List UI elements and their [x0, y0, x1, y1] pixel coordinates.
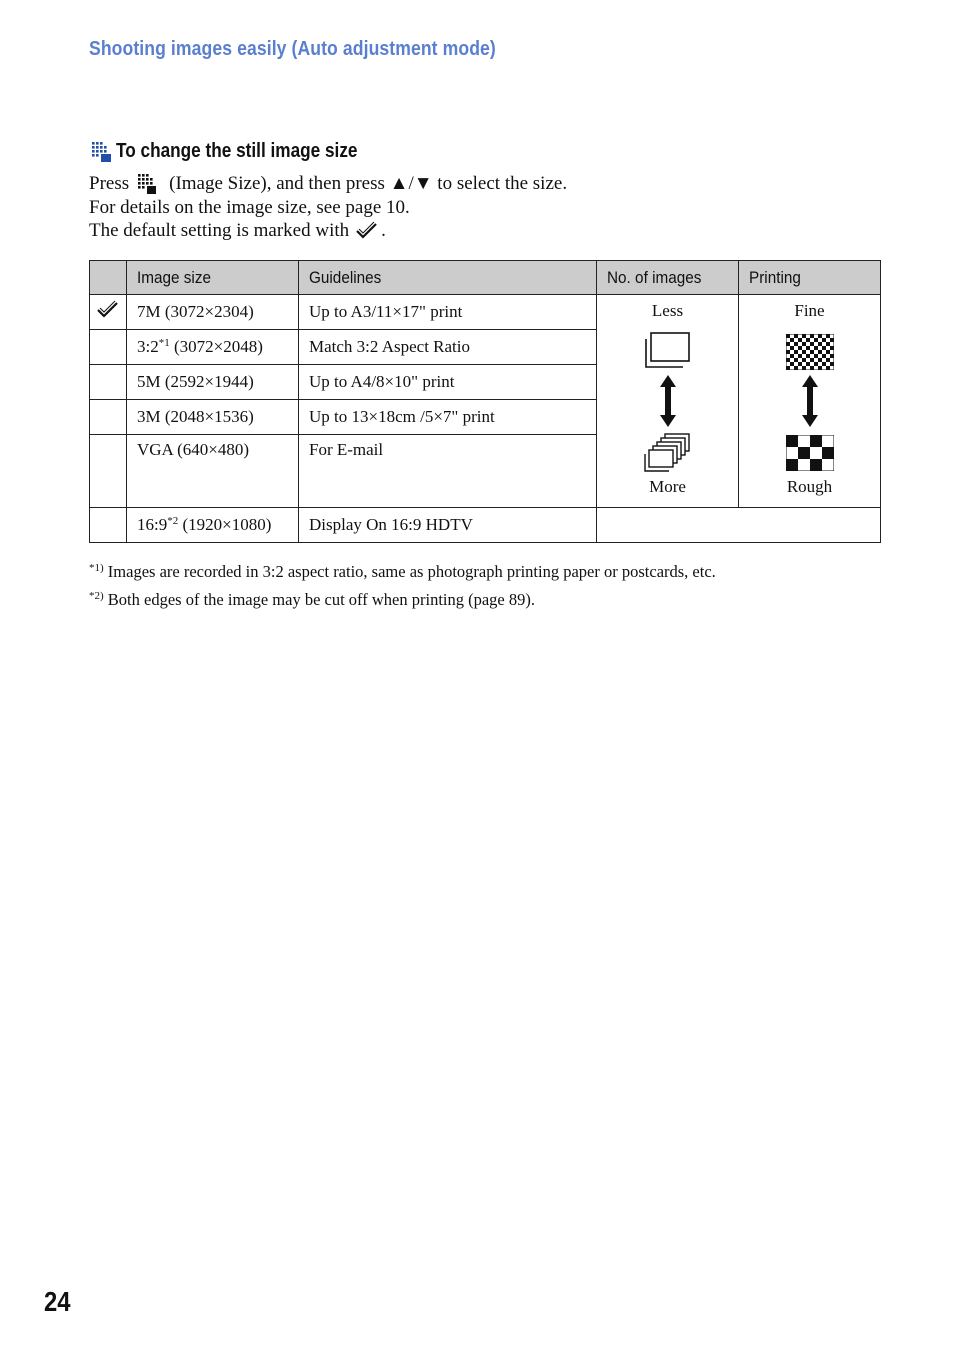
page-number: 24: [44, 1286, 71, 1317]
default-cell: [90, 400, 127, 435]
header-default: [90, 261, 127, 295]
multiple-images-icon: [643, 433, 693, 473]
instruction-line-2: For details on the image size, see page 10.: [89, 196, 410, 218]
single-image-icon: [643, 331, 693, 371]
scale-label-fine: Fine: [794, 301, 825, 320]
size-cell: 3M (2048×1536): [127, 400, 299, 435]
size-cell: 3:2$^{*1}$ (3072×2048): [127, 330, 299, 365]
instruction-line-1: [89, 172, 567, 196]
guideline-cell: Up to A4/8×10" print: [299, 365, 597, 400]
header-no-of-images: No. of images: [597, 261, 739, 295]
default-cell: [90, 365, 127, 400]
footnotes: [89, 556, 716, 612]
size-cell: 16:9$^{*2}$ (1920×1080): [127, 508, 299, 543]
footnote-1: $^{*1)}$ Images are recorded in 3:2 aspect ratio, same as photograph printing paper or postcards, etc.: [89, 562, 716, 581]
table-header-row: [90, 261, 881, 295]
scale-label-rough: Rough: [786, 477, 833, 496]
instruction-line-3: [89, 219, 567, 243]
image-size-icon: [135, 173, 165, 195]
scale-label-less: Less: [651, 301, 684, 320]
guideline-cell: Up to 13×18cm /5×7" print: [299, 400, 597, 435]
instruction-text: (Image Size), and then press ▲/▼ to select the size.: [169, 173, 568, 194]
up-down-arrow-icon: [800, 373, 820, 429]
size-cell: 7M (3072×2304): [127, 295, 299, 330]
printing-scale: [739, 295, 881, 508]
instruction-text: The default setting is marked with: [89, 220, 350, 241]
sub-heading: [90, 140, 397, 163]
table-row: [90, 508, 881, 543]
section-title: Shooting images easily (Auto adjustment mode): [89, 38, 496, 60]
default-cell: [90, 295, 127, 330]
fine-checker-icon: [786, 334, 834, 370]
default-cell: [90, 330, 127, 365]
header-guidelines: Guidelines: [299, 261, 597, 295]
image-size-table: [89, 260, 881, 543]
default-cell: [90, 435, 127, 508]
instruction-text: .: [381, 220, 386, 241]
up-down-arrow-icon: [658, 373, 678, 429]
default-check-icon: [95, 300, 121, 320]
guideline-cell: Match 3:2 Aspect Ratio: [299, 330, 597, 365]
header-printing: Printing: [739, 261, 881, 295]
scale-label-more: More: [649, 477, 686, 496]
guideline-cell: For E-mail: [299, 435, 597, 508]
default-cell: [90, 508, 127, 543]
instruction-text: Press: [89, 173, 130, 194]
rough-checker-icon: [786, 435, 834, 471]
guideline-cell: Display On 16:9 HDTV: [299, 508, 597, 543]
no-of-images-scale: [597, 295, 739, 508]
header-image-size: Image size: [127, 261, 299, 295]
size-cell: 5M (2592×1944): [127, 365, 299, 400]
footnote-2: $^{*2)}$ Both edges of the image may be cut off when printing (page 89).: [89, 590, 536, 609]
empty-cell: [597, 508, 881, 543]
guideline-cell: Up to A3/11×17" print: [299, 295, 597, 330]
table-row: [90, 295, 881, 330]
default-check-icon: [354, 221, 380, 241]
heading-text: To change the still image size: [116, 140, 358, 162]
image-size-icon: [90, 141, 114, 163]
instructions: [89, 172, 567, 243]
size-cell: VGA (640×480): [127, 435, 299, 508]
